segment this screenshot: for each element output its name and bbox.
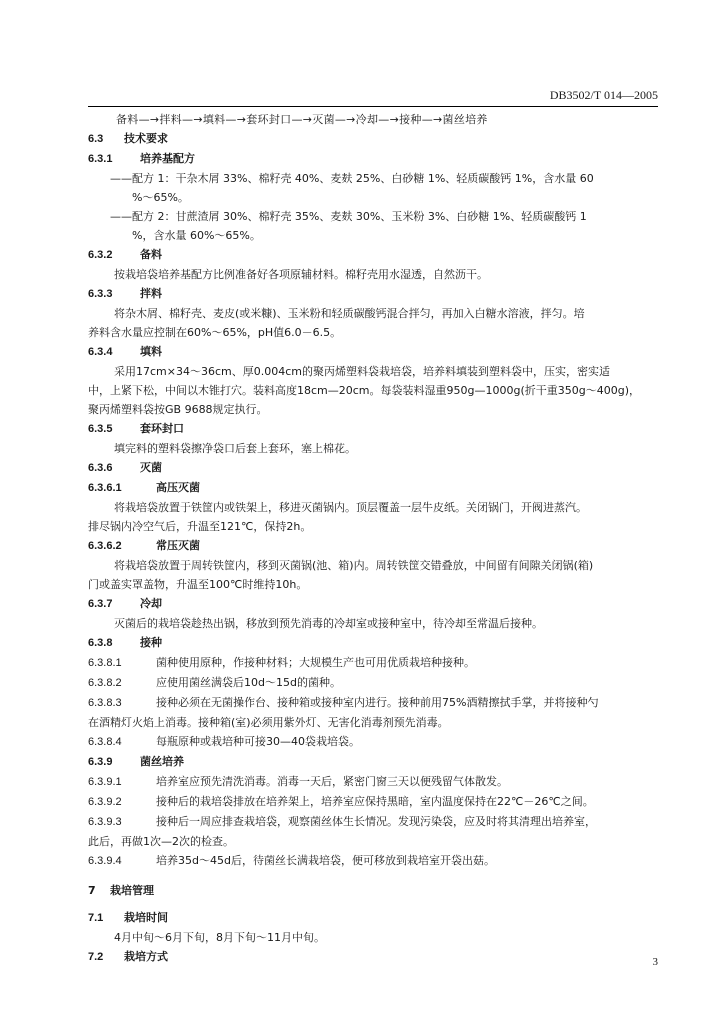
- clause-text: 接种后一周应排查栽培袋，观察菌丝体生长情况。发现污染袋，应及时将其清理出培养室，: [156, 815, 596, 828]
- section-6-3-6-1-heading: [88, 478, 658, 498]
- section-number: 6.3.5: [88, 423, 113, 435]
- section-number: 6.3.1: [88, 153, 113, 165]
- section-number: 6.3.7: [88, 598, 113, 610]
- section-number: 6.3: [88, 133, 104, 145]
- clause-number: 6.3.8.1: [88, 657, 122, 669]
- section-title: 技术要求: [124, 132, 168, 145]
- section-6-3-6-2-heading: [88, 536, 658, 556]
- clause-6-3-8-3: [88, 693, 658, 713]
- document-body: [88, 110, 658, 967]
- chapter-title: 栽培管理: [110, 884, 154, 897]
- section-title: 培养基配方: [140, 152, 195, 165]
- clause-continuation: 此后，再做1次—2次的检查。: [88, 835, 234, 848]
- section-title: 接种: [140, 636, 162, 649]
- section-number: 7.2: [88, 951, 104, 963]
- section-6-3-6-heading: [88, 458, 658, 478]
- section-6-3-7-heading: [88, 594, 658, 614]
- section-number: 6.3.6: [88, 462, 113, 474]
- section-6-3-3-heading: [88, 284, 658, 304]
- paragraph: 按栽培袋培养基配方比例准备好各项原辅材料。棉籽壳用水湿透，自然沥干。: [114, 268, 488, 281]
- chapter-7-heading: [88, 881, 658, 900]
- clause-number: 6.3.8.2: [88, 677, 122, 689]
- clause-text: 接种必须在无菌操作台、接种箱或接种室内进行。接种前用75%酒精擦拭手掌，并将接种勺: [156, 696, 599, 709]
- process-flow: 备料—→拌料—→填料—→套环封口—→灭菌—→冷却—→接种—→菌丝培养: [116, 113, 488, 126]
- section-title: 栽培时间: [124, 911, 168, 924]
- page-number: 3: [652, 956, 658, 968]
- clause-text: 接种后的栽培袋排放在培养架上，培养室应保持黑暗，室内温度保持在22℃－26℃之间。: [156, 795, 594, 808]
- paragraph: 灭菌后的栽培袋趁热出锅，移放到预先消毒的冷却室或接种室中，待冷却至常温后接种。: [114, 617, 543, 630]
- section-title: 套环封口: [140, 422, 184, 435]
- clause-6-3-8-1: [88, 653, 658, 673]
- paragraph: 填完料的塑料袋擦净袋口后套上套环，塞上棉花。: [114, 442, 356, 455]
- clause-text: 培养35d～45d后，待菌丝长满栽培袋，便可移放到栽培室开袋出菇。: [156, 854, 495, 867]
- clause-6-3-9-1: [88, 772, 658, 792]
- clause-number: 6.3.8.4: [88, 736, 122, 748]
- section-title: 菌丝培养: [140, 755, 184, 768]
- section-title: 栽培方式: [124, 950, 168, 963]
- clause-6-3-8-2: [88, 673, 658, 693]
- clause-number: 6.3.9.4: [88, 855, 122, 867]
- section-number: 6.3.8: [88, 637, 113, 649]
- section-6-3-4-heading: [88, 342, 658, 362]
- section-number: 6.3.4: [88, 346, 113, 358]
- section-title: 常压灭菌: [156, 539, 200, 552]
- clause-text: 应使用菌丝满袋后10d～15d的菌种。: [156, 676, 341, 689]
- clause-text: 培养室应预先清洗消毒。消毒一天后，紧密门窗三天以便残留气体散发。: [156, 775, 508, 788]
- formula-1-line-2: %～65%。: [132, 191, 189, 204]
- paragraph-line: 将杂木屑、棉籽壳、麦皮(或米糠)、玉米粉和轻质碳酸钙混合拌匀，再加入白糖水溶液，拌匀。培: [114, 307, 585, 320]
- section-6-3-heading: [88, 129, 658, 149]
- section-number: 6.3.3: [88, 288, 113, 300]
- chapter-number: 7: [88, 884, 96, 897]
- formula-2-line-2: %，含水量 60%～65%。: [132, 229, 261, 242]
- section-6-3-9-heading: [88, 752, 658, 772]
- section-number: 6.3.6.1: [88, 482, 122, 494]
- paragraph-line: 门或盖实罩盖物，升温至100℃时维持10h。: [88, 578, 308, 591]
- section-6-3-8-heading: [88, 633, 658, 653]
- paragraph-line: 将栽培袋放置于铁筐内或铁架上，移进灭菌锅内。顶层覆盖一层牛皮纸。关闭锅门，开阀进蒸汽。: [114, 501, 587, 514]
- clause-6-3-9-2: [88, 792, 658, 812]
- section-number: 6.3.6.2: [88, 540, 122, 552]
- section-7-2-heading: [88, 947, 658, 967]
- section-6-3-2-heading: [88, 245, 658, 265]
- section-title: 填料: [140, 345, 162, 358]
- paragraph-line: 养料含水量应控制在60%～65%，pH值6.0－6.5。: [88, 326, 342, 339]
- formula-1-line-1: ——配方 1：干杂木屑 33%、棉籽壳 40%、麦麸 25%、白砂糖 1%、轻质碳酸钙 1%，含水量 60: [110, 172, 594, 185]
- section-6-3-5-heading: [88, 419, 658, 439]
- clause-number: 6.3.9.3: [88, 816, 122, 828]
- section-title: 备料: [140, 248, 162, 261]
- paragraph-line: 排尽锅内冷空气后，升温至121℃，保持2h。: [88, 520, 312, 533]
- clause-6-3-9-3: [88, 812, 658, 832]
- standard-code: DB3502/T 014—2005: [549, 88, 658, 102]
- paragraph-line: 中，上紧下松，中间以木锥打穴。装料高度18cm—20cm。每袋装料湿重950g—1000g(折干重350g～400g)，: [88, 384, 641, 397]
- section-number: 6.3.9: [88, 756, 113, 768]
- clause-text: 每瓶原种或栽培种可接30—40袋栽培袋。: [156, 735, 360, 748]
- section-title: 灭菌: [140, 461, 162, 474]
- clause-number: 6.3.9.2: [88, 796, 122, 808]
- section-title: 冷却: [140, 597, 162, 610]
- section-7-1-heading: [88, 908, 658, 928]
- clause-number: 6.3.8.3: [88, 697, 122, 709]
- paragraph-line: 采用17cm×34～36cm、厚0.004cm的聚丙烯塑料袋栽培袋，培养料填装到塑料袋中，压实，密实适: [114, 365, 610, 378]
- section-title: 拌料: [140, 287, 162, 300]
- paragraph: 4月中旬～6月下旬，8月下旬～11月中旬。: [114, 931, 325, 944]
- section-number: 6.3.2: [88, 249, 113, 261]
- clause-text: 菌种使用原种，作接种材料；大规模生产也可用优质栽培种接种。: [156, 656, 475, 669]
- paragraph-line: 将栽培袋放置于周转铁筐内，移到灭菌锅(池、箱)内。周转铁筐交错叠放，中间留有间隙关闭锅(箱): [114, 559, 594, 572]
- section-6-3-1-heading: [88, 149, 658, 169]
- clause-number: 6.3.9.1: [88, 776, 122, 788]
- clause-6-3-9-4: [88, 851, 658, 871]
- section-number: 7.1: [88, 912, 104, 924]
- clause-continuation: 在酒精灯火焰上消毒。接种箱(室)必须用紫外灯、无害化消毒剂预先消毒。: [88, 716, 449, 729]
- header-divider: [88, 106, 658, 107]
- section-title: 高压灭菌: [156, 481, 200, 494]
- clause-6-3-8-4: [88, 732, 658, 752]
- formula-2-line-1: ——配方 2：甘蔗渣屑 30%、棉籽壳 35%、麦麸 30%、玉米粉 3%、白砂糖 1%、轻质碳酸钙 1: [110, 210, 587, 223]
- paragraph-line: 聚丙烯塑料袋按GB 9688规定执行。: [88, 403, 268, 416]
